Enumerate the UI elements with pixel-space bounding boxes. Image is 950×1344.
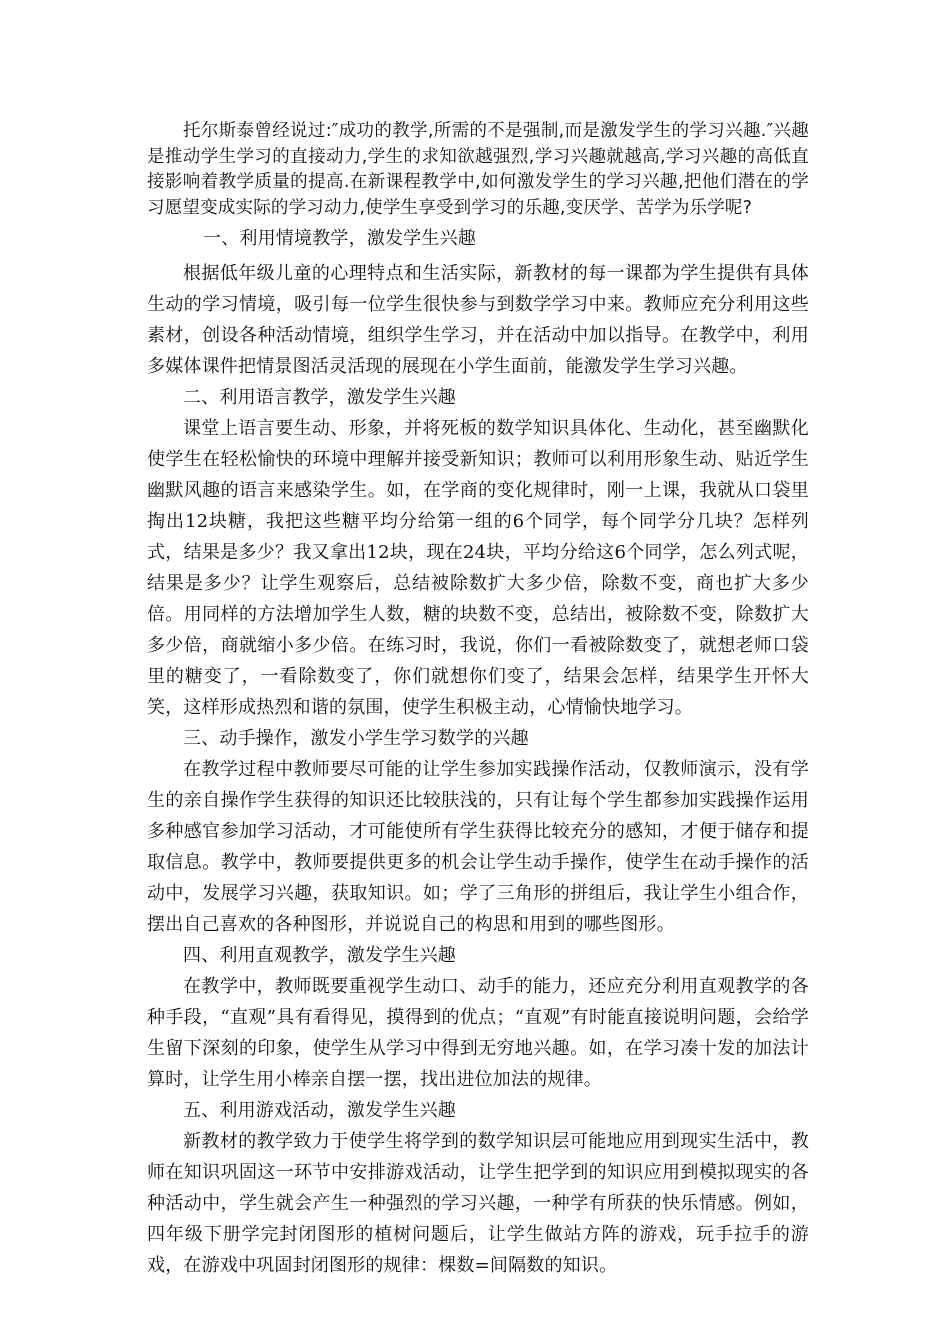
section-heading-1: 一、利用情境教学，激发学生兴趣 [203, 228, 476, 249]
section-body-4: 在教学中，教师既要重视学生动口、动手的能力，还应充分利用直观教学的各种手段，“直观”具有看得见，摸得到的优点；“直观”有时能直接说明问题，会给学生留下深刻的印象，使学生从学习中得到无穷地兴趣。如，在学习凑十发的加法计算时，让学生用小棒亲自摆一摆，找出进位加法的规律。 [147, 976, 809, 1090]
section-heading-2: 二、利用语言教学，激发学生兴趣 [183, 387, 456, 408]
section-body-5: 新教材的教学致力于使学生将学到的数学知识层可能地应用到现实生活中，教师在知识巩固这一环节中安排游戏活动，让学生把学到的知识应用到模拟现实的各种活动中，学生就会产生一种强烈的学习兴趣，一种学有所获的快乐情感。例如，四年级下册学完封闭图形的植树问题后，让学生做站方阵的游戏，玩手拉手的游戏，在游戏中巩固封闭图形的规律：棵数=间隔数的知识。 [147, 1131, 809, 1276]
section-body-2: 课堂上语言要生动、形象，并将死板的数学知识具体化、生动化，甚至幽默化使学生在轻松愉快的环境中理解并接受新知识；教师可以利用形象生动、贴近学生幽默风趣的语言来感染学生。如，在学商的变化规律时，刚一上课，我就从口袋里掏出12块糖，我把这些糖平均分给第一组的6个同学，每个同学分几块？怎样列式，结果是多少？我又拿出12块，现在24块，平均分给这6个同学，怎么列式呢，结果是多少？让学生观察后，总结被除数扩大多少倍，除数不变，商也扩大多少倍。用同样的方法增加学生人数，糖的块数不变，总结出，被除数不变，除数扩大多少倍，商就缩小多少倍。在练习时，我说，你们一看被除数变了，就想老师口袋里的糖变了，一看除数变了，你们就想你们变了，结果会怎样，结果学生开怀大笑，这样形成热烈和谐的氛围，使学生积极主动，心情愉快地学习。 [147, 418, 809, 718]
section-heading-5: 五、利用游戏活动，激发学生兴趣 [183, 1100, 456, 1121]
section-heading-4: 四、利用直观教学，激发学生兴趣 [183, 945, 456, 966]
document-page [147, 119, 809, 1281]
section-body-3: 在教学过程中教师要尽可能的让学生参加实践操作活动，仅教师演示，没有学生的亲自操作学生获得的知识还比较肤浅的，只有让每个学生都参加实践操作运用多种感官参加学习活动，才可能使所有学生获得比较充分的感知，才便于储存和提取信息。教学中，教师要提供更多的机会让学生动手操作，使学生在动手操作的活动中，发展学习兴趣，获取知识。如；学了三角形的拼组后，我让学生小组合作，摆出自己喜欢的各种图形，并说说自己的构思和用到的哪些图形。 [147, 759, 809, 935]
intro-paragraph: 托尔斯泰曾经说过:″成功的教学,所需的不是强制,而是激发学生的学习兴趣.″兴趣是推动学生学习的直接动力,学生的求知欲越强烈,学习兴趣就越高,学习兴趣的高低直接影响着教学质量的提高.在新课程教学中,如何激发学生的学习兴趣,把他们潜在的学习愿望变成实际的学习动力,使学生享受到学习的乐趣,变厌学、苦学为乐学呢? [147, 121, 809, 218]
section-body-1: 根据低年级儿童的心理特点和生活实际，新教材的每一课都为学生提供有具体生动的学习情境，吸引每一位学生很快参与到数学学习中来。教师应充分利用这些素材，创设各种活动情境，组织学生学习，并在活动中加以指导。在教学中，利用多媒体课件把情景图活灵活现的展现在小学生面前，能激发学生学习兴趣。 [147, 263, 809, 377]
section-heading-3: 三、动手操作，激发小学生学习数学的兴趣 [183, 728, 529, 749]
